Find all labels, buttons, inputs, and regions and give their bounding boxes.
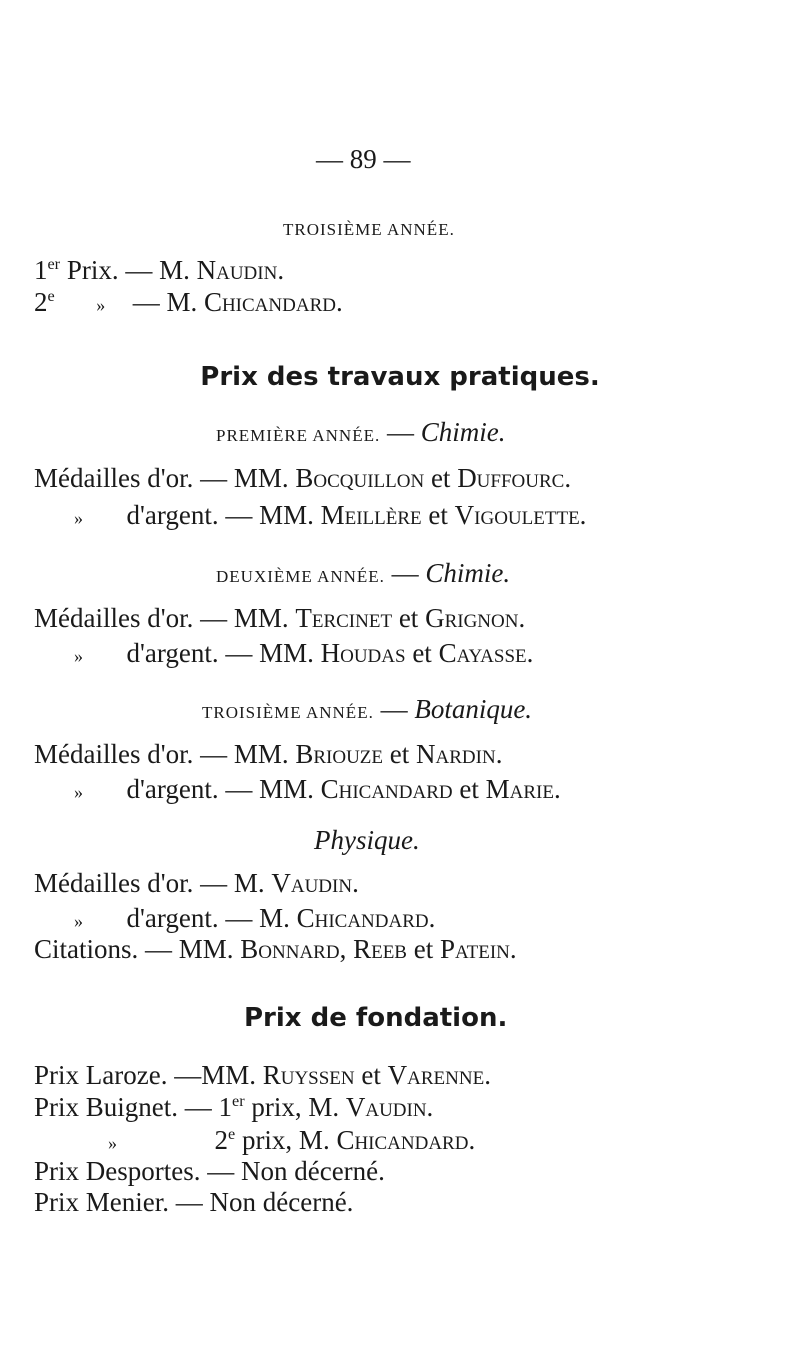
laureate-name: Tercinet [295,603,393,633]
block-header-deuxieme [216,557,510,593]
conjunction: et [398,603,419,633]
prize-label: Prix Desportes. [34,1156,201,1186]
ditto-mark: » [96,295,106,315]
laureate-name: Marie. [485,774,561,804]
medal-label: d'argent. [126,638,219,668]
laureate-name: Duffourc. [457,463,572,493]
silver-medal-row [74,499,586,534]
prize-label: Prix Menier. [34,1187,169,1217]
section-title-text: Prix de fondation. [244,1003,508,1033]
section-title-travaux [0,361,800,393]
rank: 1er Prix. [34,255,119,285]
conjunction: et [459,774,479,804]
rank: 1er prix, M. [218,1092,340,1122]
laureate-name: Ruyssen [262,1060,355,1090]
rank: 2e prix, M. [214,1125,330,1155]
silver-medal-row [74,902,435,937]
subject-label: Chimie. [420,417,506,447]
ditto-mark: » [108,1133,117,1153]
page-number [316,143,411,175]
separator: — M. [225,903,290,933]
laureate-name: Chicandard. [336,1125,476,1155]
year-label: DEUXIÈME ANNÉE. [216,567,385,586]
laureate-name: Chicandard [320,774,453,804]
gold-medal-row [34,602,525,634]
block-header-troisieme [202,693,532,729]
award-status: Non décerné. [240,1156,385,1186]
rank: 2e [34,287,55,317]
prize-row-menier [34,1186,353,1218]
separator: —MM. [174,1060,256,1090]
silver-medal-row [74,773,561,808]
separator: — [380,694,408,724]
conjunction: et [361,1060,381,1090]
laureate-name: Nardin. [416,739,503,769]
prize-row-first [34,254,284,286]
ditto-mark: » [74,508,83,528]
laureate-name: Reeb [353,934,407,964]
gold-medal-row [34,867,359,899]
medal-label: Médailles d'or. [34,868,194,898]
separator: — MM. [200,603,289,633]
separator: — M. [200,868,265,898]
subject-label: Botanique. [414,694,533,724]
separator: — MM. [200,463,289,493]
silver-medal-row [74,637,533,672]
section-title-text: Prix des travaux pratiques. [200,362,600,392]
prize-row-second [34,286,343,321]
prize-row-desportes [34,1155,385,1187]
subject-label: Chimie. [425,558,511,588]
laureate-name: Vaudin. [271,868,359,898]
medal-label: d'argent. [126,903,219,933]
page-number-text: — 89 — [316,144,411,174]
block-header-physique [314,824,420,856]
medal-label: Médailles d'or. [34,739,194,769]
laureate-name: Bocquillon [295,463,425,493]
prize-row-buignet [34,1091,433,1123]
conjunction: et [430,463,451,493]
separator: — [391,558,419,588]
year-label: PREMIÈRE ANNÉE. [216,426,381,445]
laureate-name: Briouze [295,739,384,769]
laureate-name: Meillère [320,500,422,530]
separator: — [175,1187,203,1217]
laureate-name: Patein. [439,934,517,964]
laureate-name: Bonnard, [240,934,347,964]
medal-label: d'argent. [126,500,219,530]
medal-label: Médailles d'or. [34,603,194,633]
conjunction: et [412,638,432,668]
conjunction: et [413,934,434,964]
separator: — MM. [225,774,314,804]
medal-label: d'argent. [126,774,219,804]
ditto-mark: » [74,646,83,666]
prize-row-buignet-second [108,1124,475,1159]
separator: — [184,1092,212,1122]
laureate-name: Varenne. [387,1060,491,1090]
conjunction: et [428,500,448,530]
laureate-name: Chicandard. [296,903,436,933]
separator: — [386,417,414,447]
laureate-name: Naudin. [196,255,285,285]
section-header-troisieme [283,214,455,246]
citations-row [34,933,517,965]
laureate-name: Vigoulette. [454,500,587,530]
prize-row-laroze [34,1059,491,1091]
award-status: Non décerné. [209,1187,354,1217]
block-header-premiere [216,416,505,452]
separator: — M. [125,255,190,285]
separator: — [207,1156,235,1186]
laureate-name: Cayasse. [438,638,534,668]
ditto-mark: » [74,782,83,802]
prize-label: Prix Buignet. [34,1092,179,1122]
separator: — MM. [200,739,289,769]
section-title-fondation [244,1002,507,1034]
separator: — MM. [225,500,314,530]
conjunction: et [389,739,410,769]
laureate-name: Chicandard. [203,287,343,317]
year-label: TROISIÈME ANNÉE. [202,703,374,722]
section-header-text: TROISIÈME ANNÉE. [283,220,455,239]
subject-label: Physique. [314,825,420,855]
separator: — MM. [145,934,234,964]
separator: — M. [132,287,198,317]
citations-label: Citations. [34,934,139,964]
medal-label: Médailles d'or. [34,463,194,493]
laureate-name: Vaudin. [345,1092,434,1122]
gold-medal-row [34,462,571,494]
gold-medal-row [34,738,502,770]
laureate-name: Grignon. [425,603,526,633]
laureate-name: Houdas [320,638,406,668]
ditto-mark: » [74,911,83,931]
separator: — MM. [225,638,314,668]
prize-label: Prix Laroze. [34,1060,168,1090]
